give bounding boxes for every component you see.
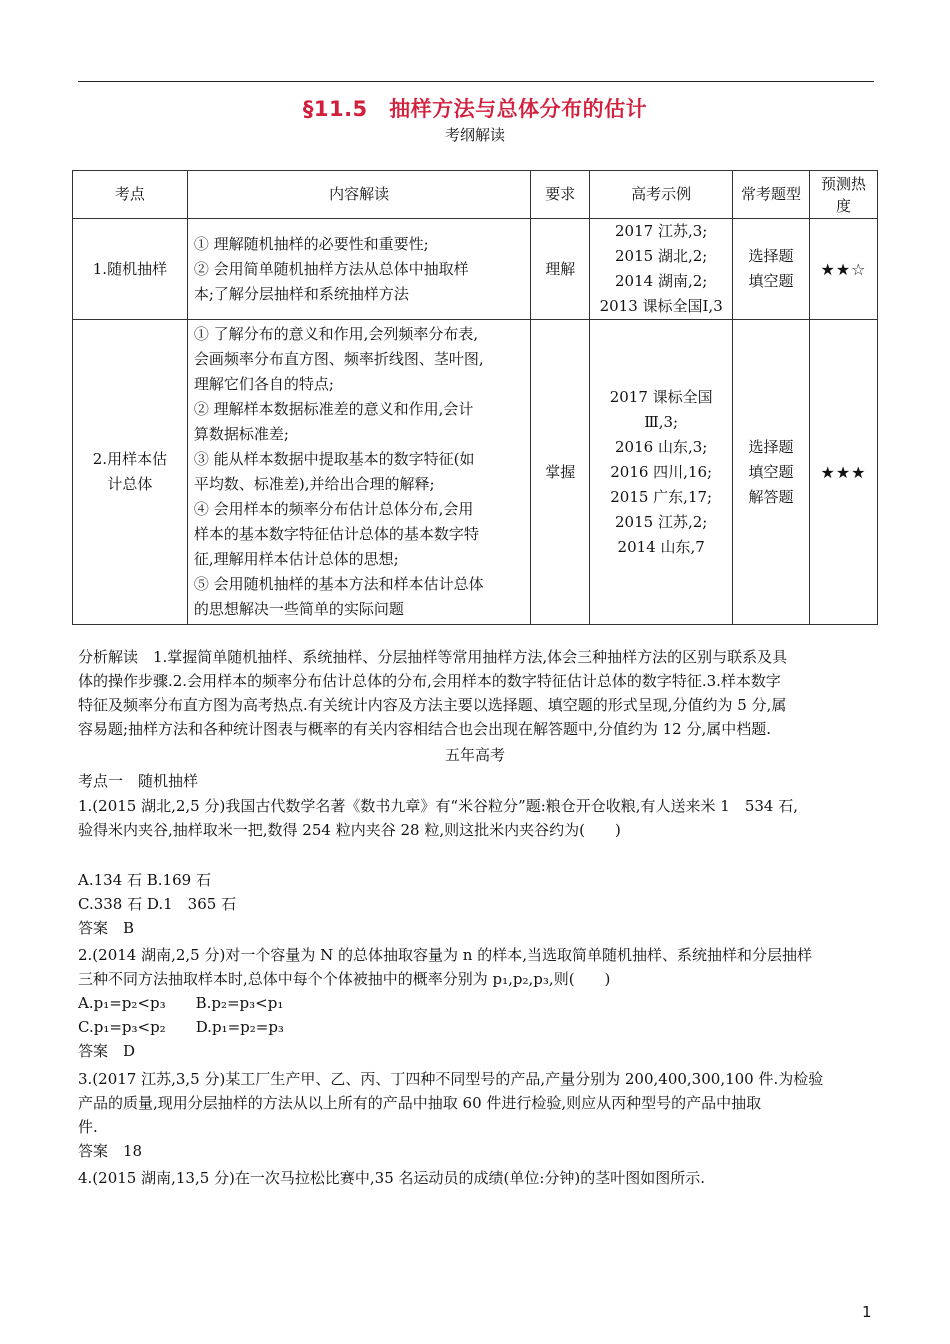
problem-2 xyxy=(78,943,874,1063)
content-line: 平均数、标准差),并给出合理的解释; xyxy=(193,475,435,493)
answer-line: 答案 18 xyxy=(78,1142,143,1160)
page-subtitle: 考纲解读 xyxy=(444,126,505,144)
types-cell xyxy=(733,219,810,320)
content-line: ④ 会用样本的频率分布估计总体分布,会用 xyxy=(193,500,474,518)
analysis-paragraph xyxy=(78,645,874,741)
content-line: ① 理解随机抽样的必要性和重要性; xyxy=(193,234,429,253)
example-line: Ⅲ,3; xyxy=(644,412,679,431)
requirement-cell: 理解 xyxy=(531,219,590,320)
problem-text-line: 产品的质量,现用分层抽样的方法从以上所有的产品中抽取 60 件进行检验,则应从丙种型号的产品中抽取 xyxy=(78,1094,762,1112)
answer-line: 答案 D xyxy=(78,1042,136,1060)
problem-text-line: 3.(2017 江苏,3,5 分)某工厂生产甲、乙、丙、丁四种不同型号的产品,产量分别为 200,400,300,100 件.为检验 xyxy=(78,1070,824,1088)
problem-text-line: 验得米内夹谷,抽样取米一把,数得 254 粒内夹谷 28 粒,则这批米内夹谷约为( ) xyxy=(78,821,621,839)
answer-line: 答案 B xyxy=(78,919,135,937)
header-heat: 预测热度 xyxy=(809,171,877,219)
problem-text-line: 三种不同方法抽取样本时,总体中每个个体被抽中的概率分别为 p₁,p₂,p₃,则( ) xyxy=(78,970,611,988)
header-content: 内容解读 xyxy=(187,171,530,219)
header-types: 常考题型 xyxy=(733,171,810,219)
analysis-line: 容易题;抽样方法和各种统计图表与概率的有关内容相结合也会出现在解答题中,分值约为 12 分,属中档题. xyxy=(78,720,771,738)
syllabus-table xyxy=(72,170,878,625)
content-cell xyxy=(187,219,530,320)
example-line: 2017 江苏,3; xyxy=(615,222,708,240)
content-line: 理解它们各自的特点; xyxy=(193,375,334,393)
example-line: 2015 江苏,2; xyxy=(615,512,708,531)
option-line: C.338 石 D.1 365 石 xyxy=(78,895,237,913)
content-line: ② 理解样本数据标准差的意义和作用,会计 xyxy=(193,400,474,418)
topic-heading: 考点一 随机抽样 xyxy=(78,772,199,790)
topic-cell xyxy=(73,320,188,625)
content-line: 样本的基本数字特征估计总体的基本数字特 xyxy=(193,525,479,543)
content-line: 征,理解用样本估计总体的思想; xyxy=(193,550,399,568)
content-line: 会画频率分布直方图、频率折线图、茎叶图, xyxy=(193,350,484,368)
analysis-line: 特征及频率分布直方图为高考热点.有关统计内容及方法主要以选择题、填空题的形式呈现,分值约为 5 分,属 xyxy=(78,696,787,714)
example-line: 2014 湖南,2; xyxy=(615,272,708,290)
page-title: §11.5 抽样方法与总体分布的估计 xyxy=(302,97,648,121)
analysis-line: 分析解读 1.掌握简单随机抽样、系统抽样、分层抽样等常用抽样方法,体会三种抽样方法的区别与联系及具 xyxy=(78,648,788,666)
content-line: ⑤ 会用随机抽样的基本方法和样本估计总体 xyxy=(193,575,484,593)
content-line: ① 了解分布的意义和作用,会列频率分布表, xyxy=(193,325,479,343)
problem-3 xyxy=(78,1067,874,1163)
type-line: 选择题 xyxy=(748,437,794,456)
table-row xyxy=(73,320,878,625)
content-line: 本;了解分层抽样和系统抽样方法 xyxy=(193,284,409,303)
examples-cell xyxy=(590,219,733,320)
topic-label: 2.用样本估计总体 xyxy=(92,450,168,493)
content-line: ③ 能从样本数据中提取基本的数字特征(如 xyxy=(193,450,475,468)
heat-rating: ★★★ xyxy=(809,320,877,625)
option-line: A.134 石 B.169 石 xyxy=(78,871,211,889)
problem-1 xyxy=(78,794,874,842)
header-topic: 考点 xyxy=(73,171,188,219)
example-line: 2015 广东,17; xyxy=(610,487,713,506)
requirement-cell: 掌握 xyxy=(531,320,590,625)
problem-text-line: 1.(2015 湖北,2,5 分)我国古代数学名著《数书九章》有“米谷粒分”题:粮仓开仓收粮,有人送来米 1 534 石, xyxy=(78,797,798,815)
content-line: ② 会用简单随机抽样方法从总体中抽取样 xyxy=(193,259,469,278)
examples-cell xyxy=(590,320,733,625)
example-line: 2015 湖北,2; xyxy=(615,247,708,265)
type-line: 填空题 xyxy=(748,272,794,290)
types-cell xyxy=(733,320,810,625)
option-line: A.p₁=p₂<p₃ B.p₂=p₃<p₁ xyxy=(78,994,284,1012)
type-line: 选择题 xyxy=(748,247,794,265)
content-cell xyxy=(187,320,530,625)
example-line: 2013 课标全国Ⅰ,3 xyxy=(599,297,723,315)
section-heading: 五年高考 xyxy=(444,746,505,764)
option-line: C.p₁=p₃<p₂ D.p₁=p₂=p₃ xyxy=(78,1018,284,1036)
type-line: 解答题 xyxy=(748,487,794,506)
problem-4 xyxy=(78,1166,874,1190)
content-line: 的思想解决一些简单的实际问题 xyxy=(193,600,404,618)
table-header-row xyxy=(73,171,878,219)
page-number: 1 xyxy=(862,1303,872,1321)
topic-cell: 1.随机抽样 xyxy=(73,219,188,320)
table-row xyxy=(73,219,878,320)
header-examples: 高考示例 xyxy=(590,171,733,219)
example-line: 2016 四川,16; xyxy=(610,462,713,481)
header-rule xyxy=(78,81,874,82)
example-line: 2017 课标全国 xyxy=(609,387,713,406)
problem-text-line: 件. xyxy=(78,1118,98,1136)
type-line: 填空题 xyxy=(748,462,794,481)
example-line: 2016 山东,3; xyxy=(615,437,708,456)
problem-text-line: 2.(2014 湖南,2,5 分)对一个容量为 N 的总体抽取容量为 n 的样本,当选取简单随机抽样、系统抽样和分层抽样 xyxy=(78,946,812,964)
problem-text-line: 4.(2015 湖南,13,5 分)在一次马拉松比赛中,35 名运动员的成绩(单位:分钟)的茎叶图如图所示. xyxy=(78,1169,706,1187)
heat-rating: ★★☆ xyxy=(809,219,877,320)
content-line: 算数据标准差; xyxy=(193,425,289,443)
analysis-line: 体的操作步骤.2.会用样本的频率分布估计总体的分布,会用样本的数字特征估计总体的数字特征.3.样本数字 xyxy=(78,672,781,690)
example-line: 2014 山东,7 xyxy=(617,537,705,556)
problem-1-options xyxy=(78,868,874,940)
header-requirement: 要求 xyxy=(531,171,590,219)
